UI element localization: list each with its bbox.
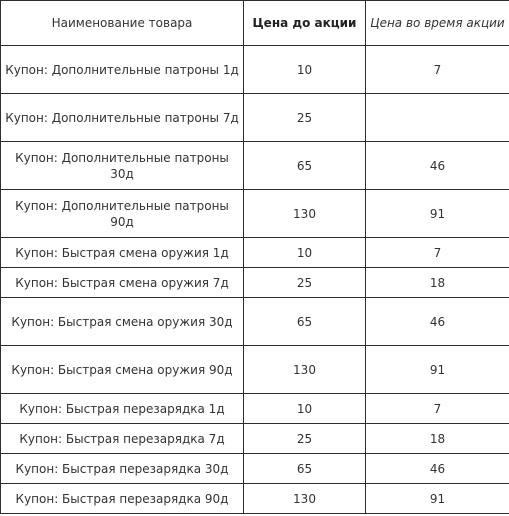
table-row [1,46,509,94]
table-row [1,346,509,394]
cell-price-before: 65 [244,142,366,190]
cell-price-during: 91 [366,484,509,514]
table-row [1,484,509,514]
cell-price-before: 65 [244,454,366,484]
cell-price-before: 25 [244,424,366,454]
cell-price-during: 46 [366,454,509,484]
header-row [1,1,509,46]
cell-product-name: Купон: Дополнительные патроны 7д [1,94,244,142]
table-row [1,394,509,424]
cell-product-name: Купон: Быстрая перезарядка 30д [1,454,244,484]
table-row [1,298,509,346]
cell-price-during: 7 [366,394,509,424]
cell-price-during: 7 [366,238,509,268]
cell-price-during [366,94,509,142]
cell-price-during: 46 [366,142,509,190]
cell-product-name: Купон: Быстрая смена оружия 30д [1,298,244,346]
cell-price-before: 130 [244,190,366,238]
table-body [1,46,509,514]
cell-price-before: 10 [244,46,366,94]
cell-product-name: Купон: Дополнительные патроны 90д [1,190,244,238]
cell-price-before: 10 [244,394,366,424]
cell-product-name: Купон: Быстрая смена оружия 7д [1,268,244,298]
cell-product-name: Купон: Быстрая перезарядка 1д [1,394,244,424]
cell-price-during: 18 [366,424,509,454]
cell-price-during: 18 [366,268,509,298]
cell-price-before: 10 [244,238,366,268]
cell-price-before: 65 [244,298,366,346]
table-row [1,142,509,190]
cell-product-name: Купон: Быстрая перезарядка 7д [1,424,244,454]
cell-price-before: 130 [244,484,366,514]
table-row [1,190,509,238]
cell-product-name: Купон: Быстрая смена оружия 1д [1,238,244,268]
header-product-name: Наименование товара [1,1,244,46]
table-header [1,1,509,46]
cell-price-before: 130 [244,346,366,394]
cell-price-before: 25 [244,94,366,142]
cell-price-during: 91 [366,346,509,394]
table-row [1,238,509,268]
cell-price-during: 46 [366,298,509,346]
cell-product-name: Купон: Быстрая смена оружия 90д [1,346,244,394]
table-row [1,424,509,454]
table-row [1,94,509,142]
table-row [1,268,509,298]
cell-price-before: 25 [244,268,366,298]
cell-price-during: 7 [366,46,509,94]
cell-price-during: 91 [366,190,509,238]
header-price-during: Цена во время акции [366,1,509,46]
table-row [1,454,509,484]
cell-product-name: Купон: Дополнительные патроны 1д [1,46,244,94]
cell-product-name: Купон: Дополнительные патроны 30д [1,142,244,190]
cell-product-name: Купон: Быстрая перезарядка 90д [1,484,244,514]
header-price-before: Цена до акции [244,1,366,46]
